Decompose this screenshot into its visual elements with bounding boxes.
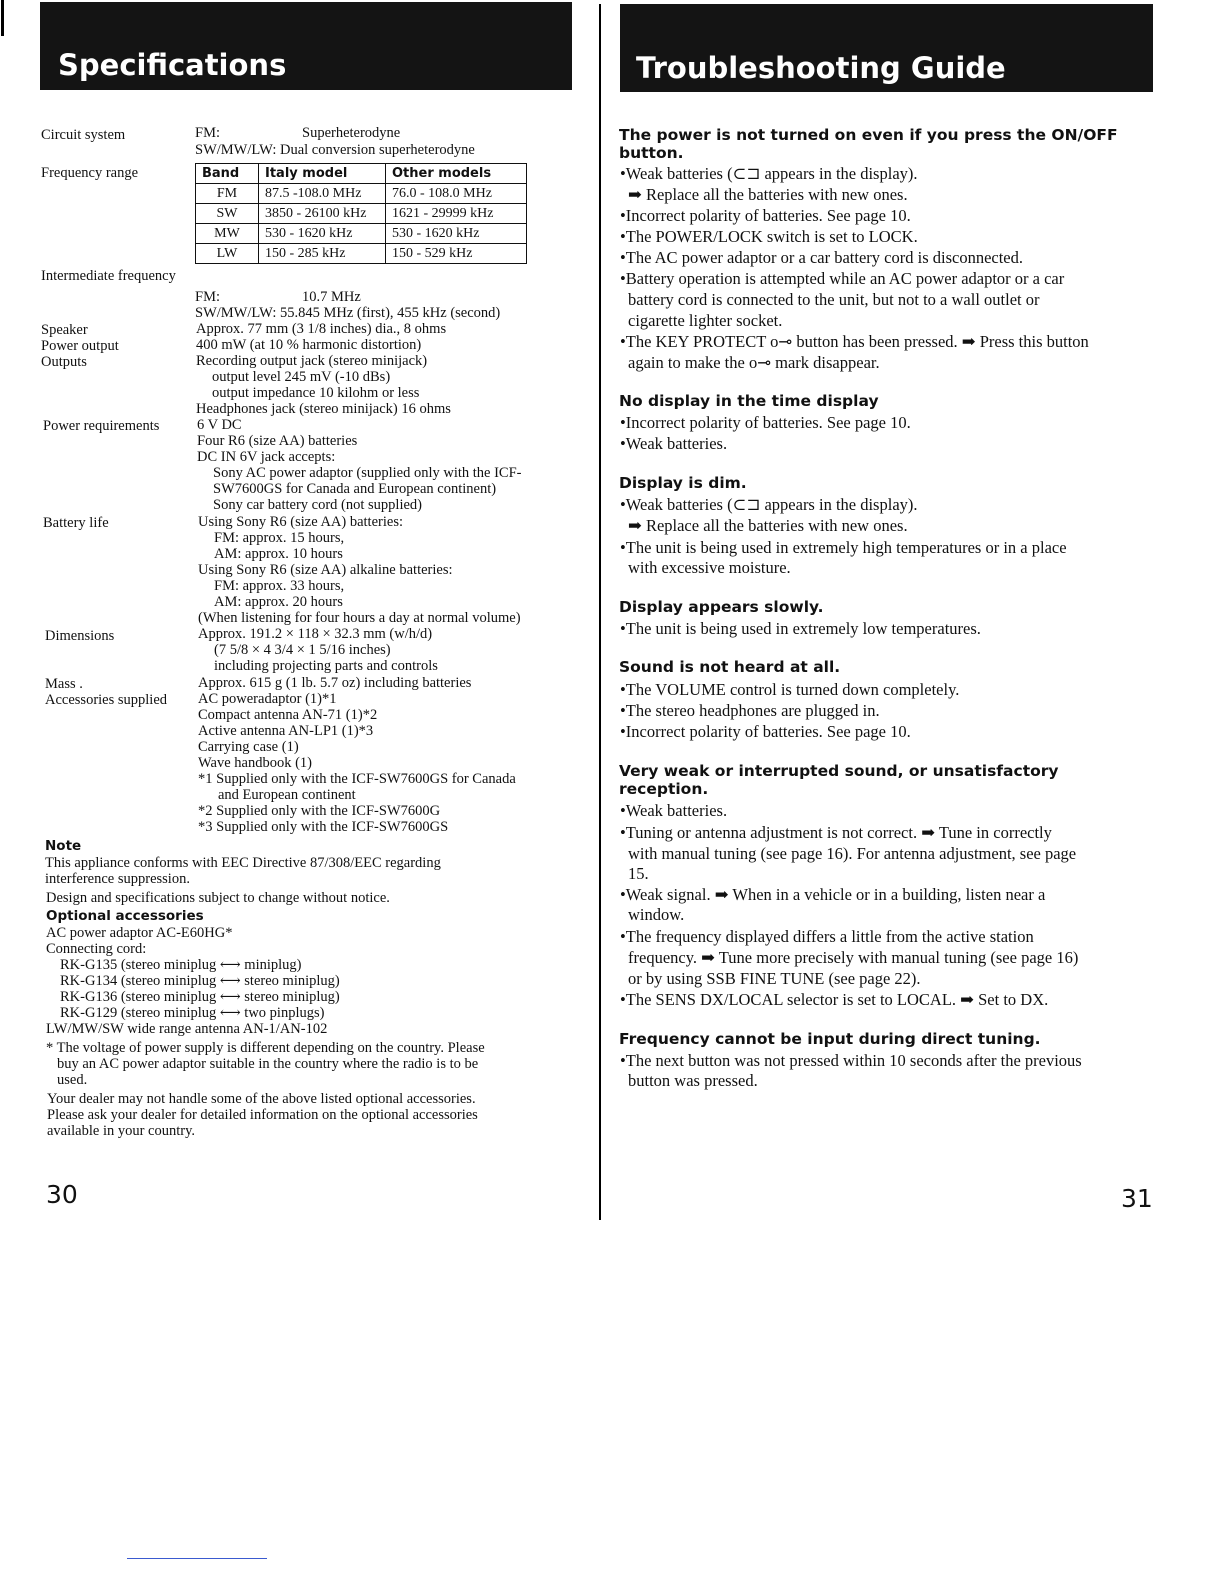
- speaker-label: Speaker: [41, 322, 88, 338]
- battery-life-line: FM: approx. 33 hours,: [214, 578, 345, 594]
- list-item: •The unit is being used in extremely high temperatures or in a place: [620, 538, 1067, 557]
- table-row: [196, 204, 527, 224]
- table-cell: 150 - 285 kHz: [259, 244, 386, 264]
- list-item: •The next button was not pressed within 10 seconds after the previous: [620, 1051, 1082, 1070]
- list-item: ➡ Replace all the batteries with new ones.: [628, 516, 908, 535]
- power-req-line: SW7600GS for Canada and European continent): [213, 481, 497, 497]
- outputs-line: output impedance 10 kilohm or less: [212, 385, 420, 401]
- optional-footnote: used.: [57, 1072, 88, 1088]
- circuit-sw-line: SW/MW/LW: Dual conversion superheterodyne: [195, 142, 475, 158]
- note-text: This appliance conforms with EEC Directive 87/308/EEC regarding: [45, 855, 441, 871]
- list-item: •The VOLUME control is turned down completely.: [620, 680, 960, 699]
- list-item: •Tuning or antenna adjustment is not correct. ➡ Tune in correctly: [620, 823, 1052, 842]
- power-output-value: 400 mW (at 10 % harmonic distortion): [196, 337, 422, 353]
- power-req-line: DC IN 6V jack accepts:: [197, 449, 336, 465]
- table-cell: LW: [196, 244, 259, 264]
- list-item: •Incorrect polarity of batteries. See page 10.: [620, 206, 911, 225]
- table-cell: 3850 - 26100 kHz: [259, 204, 386, 224]
- outputs-line: Headphones jack (stereo minijack) 16 ohms: [196, 401, 451, 417]
- mass-value: Approx. 615 g (1 lb. 5.7 oz) including batteries: [198, 675, 472, 691]
- power-req-line: Sony car battery cord (not supplied): [213, 497, 422, 513]
- optional-line: Connecting cord:: [46, 941, 147, 957]
- mass-label: Mass .: [45, 676, 83, 692]
- list-item: •Incorrect polarity of batteries. See page 10.: [620, 722, 911, 741]
- accessory-footnote: and European continent: [218, 787, 356, 803]
- table-cell: 530 - 1620 kHz: [259, 224, 386, 244]
- dealer-note: Please ask your dealer for detailed information on the optional accessories: [47, 1107, 478, 1123]
- list-item: with manual tuning (see page 16). For antenna adjustment, see page: [628, 844, 1077, 863]
- circuit-fm-value: Superheterodyne: [302, 125, 401, 141]
- optional-line: RK-G129 (stereo miniplug ⟷ two pinplugs): [60, 1005, 325, 1021]
- list-item: •Weak signal. ➡ When in a vehicle or in a building, listen near a: [620, 885, 1046, 904]
- table-cell: 76.0 - 108.0 MHz: [386, 184, 527, 204]
- power-req-line: 6 V DC: [197, 417, 242, 433]
- battery-life-line: (When listening for four hours a day at normal volume): [198, 610, 521, 626]
- dealer-note: Your dealer may not handle some of the above listed optional accessories.: [47, 1091, 476, 1107]
- optional-accessories-heading: Optional accessories: [46, 908, 204, 924]
- list-item: cigarette lighter socket.: [628, 311, 783, 330]
- list-item: window.: [628, 905, 685, 924]
- specifications-title: Specifications: [40, 2, 572, 90]
- left-edge-mark: [1, 0, 4, 36]
- list-item: •The frequency displayed differs a little from the active station: [620, 927, 1034, 946]
- accessory-footnote: *1 Supplied only with the ICF-SW7600GS for Canada: [198, 771, 516, 787]
- accessory-line: Compact antenna AN-71 (1)*2: [198, 707, 378, 723]
- optional-line: RK-G136 (stereo miniplug ⟷ stereo miniplug): [60, 989, 340, 1005]
- accessory-footnote: *3 Supplied only with the ICF-SW7600GS: [198, 819, 449, 835]
- circuit-system-label: Circuit system: [41, 127, 126, 143]
- list-item: button was pressed.: [628, 1071, 758, 1090]
- table-cell: FM: [196, 184, 259, 204]
- list-item: •The AC power adaptor or a car battery cord is disconnected.: [620, 248, 1024, 267]
- power-req-line: Four R6 (size AA) batteries: [197, 433, 358, 449]
- section-heading: The power is not turned on even if you press the ON/OFF: [619, 126, 1118, 144]
- list-item: ➡ Replace all the batteries with new ones.: [628, 185, 908, 204]
- table-header-row: [196, 164, 527, 184]
- list-item: •Weak batteries (⊂⊐ appears in the display).: [620, 495, 918, 514]
- if-fm-value: 10.7 MHz: [302, 289, 361, 305]
- dimensions-line: (7 5/8 × 4 3/4 × 1 5/16 inches): [214, 642, 391, 658]
- list-item: •Weak batteries.: [620, 801, 728, 820]
- list-item: 15.: [628, 864, 649, 883]
- power-requirements-label: Power requirements: [43, 418, 160, 434]
- frequency-range-label: Frequency range: [41, 165, 139, 181]
- list-item: or by using SSB FINE TUNE (see page 22).: [628, 969, 921, 988]
- circuit-fm-key: FM:: [195, 125, 220, 141]
- table-row: [196, 224, 527, 244]
- battery-life-line: FM: approx. 15 hours,: [214, 530, 345, 546]
- if-sw-line: SW/MW/LW: 55.845 MHz (first), 455 kHz (second): [195, 305, 501, 321]
- battery-life-line: Using Sony R6 (size AA) alkaline batteries:: [198, 562, 453, 578]
- dimensions-line: Approx. 191.2 × 118 × 32.3 mm (w/h/d): [198, 626, 433, 642]
- section-heading: Frequency cannot be input during direct tuning.: [619, 1030, 1041, 1048]
- list-item: battery cord is connected to the unit, but not to a wall outlet or: [628, 290, 1040, 309]
- accessory-footnote: *2 Supplied only with the ICF-SW7600G: [198, 803, 441, 819]
- optional-footnote: buy an AC power adaptor suitable in the country where the radio is to be: [57, 1056, 479, 1072]
- table-row: [196, 244, 527, 264]
- center-divider: [599, 4, 601, 1220]
- accessory-line: Wave handbook (1): [198, 755, 312, 771]
- col-header-other: Other models: [386, 164, 527, 184]
- table-cell: 87.5 -108.0 MHz: [259, 184, 386, 204]
- bottom-underline: [127, 1558, 267, 1559]
- optional-line: RK-G135 (stereo miniplug ⟷ miniplug): [60, 957, 302, 973]
- optional-footnote: * The voltage of power supply is different depending on the country. Please: [46, 1040, 485, 1056]
- list-item: •Battery operation is attempted while an AC power adaptor or a car: [620, 269, 1065, 288]
- col-header-italy: Italy model: [259, 164, 386, 184]
- list-item: again to make the o⊸ mark disappear.: [628, 353, 880, 372]
- battery-life-label: Battery life: [43, 515, 109, 531]
- dealer-note: available in your country.: [47, 1123, 196, 1139]
- section-heading: reception.: [619, 780, 709, 798]
- section-heading: button.: [619, 144, 684, 162]
- accessory-line: AC poweradaptor (1)*1: [198, 691, 337, 707]
- outputs-label: Outputs: [41, 354, 87, 370]
- intermediate-frequency-label: Intermediate frequency: [41, 268, 176, 284]
- dimensions-line: including projecting parts and controls: [214, 658, 438, 674]
- outputs-line: output level 245 mV (-10 dBs): [212, 369, 391, 385]
- page-number-right: 31: [1121, 1184, 1153, 1213]
- list-item: •The stereo headphones are plugged in.: [620, 701, 880, 720]
- accessories-label: Accessories supplied: [45, 692, 168, 708]
- table-cell: MW: [196, 224, 259, 244]
- note-heading: Note: [45, 838, 82, 854]
- section-heading: Display appears slowly.: [619, 598, 824, 616]
- table-cell: 1621 - 29999 kHz: [386, 204, 527, 224]
- battery-life-line: AM: approx. 10 hours: [214, 546, 343, 562]
- page-number-left: 30: [46, 1180, 78, 1209]
- dimensions-label: Dimensions: [45, 628, 115, 644]
- table-cell: SW: [196, 204, 259, 224]
- battery-life-line: Using Sony R6 (size AA) batteries:: [198, 514, 403, 530]
- list-item: •Incorrect polarity of batteries. See page 10.: [620, 413, 911, 432]
- troubleshooting-title: Troubleshooting Guide: [620, 4, 1153, 92]
- section-heading: No display in the time display: [619, 392, 879, 410]
- list-item: frequency. ➡ Tune more precisely with manual tuning (see page 16): [628, 948, 1079, 967]
- speaker-value: Approx. 77 mm (3 1/8 inches) dia., 8 ohms: [196, 321, 447, 337]
- optional-line: RK-G134 (stereo miniplug ⟷ stereo miniplug): [60, 973, 340, 989]
- section-heading: Very weak or interrupted sound, or unsatisfactory: [619, 762, 1059, 780]
- battery-life-line: AM: approx. 20 hours: [214, 594, 343, 610]
- col-header-band: Band: [196, 164, 259, 184]
- outputs-line: Recording output jack (stereo minijack): [196, 353, 428, 369]
- list-item: •The SENS DX/LOCAL selector is set to LOCAL. ➡ Set to DX.: [620, 990, 1049, 1009]
- power-output-label: Power output: [41, 338, 119, 354]
- list-item: with excessive moisture.: [628, 558, 791, 577]
- list-item: •The POWER/LOCK switch is set to LOCK.: [620, 227, 918, 246]
- if-fm-key: FM:: [195, 289, 220, 305]
- design-note: Design and specifications subject to change without notice.: [46, 890, 390, 906]
- accessory-line: Active antenna AN-LP1 (1)*3: [198, 723, 374, 739]
- section-heading: Display is dim.: [619, 474, 747, 492]
- optional-line: AC power adaptor AC-E60HG*: [46, 925, 233, 941]
- list-item: •Weak batteries (⊂⊐ appears in the display).: [620, 164, 918, 183]
- list-item: •The unit is being used in extremely low temperatures.: [620, 619, 981, 638]
- frequency-table: [195, 163, 527, 264]
- table-cell: 530 - 1620 kHz: [386, 224, 527, 244]
- list-item: •Weak batteries.: [620, 434, 728, 453]
- table-row: [196, 184, 527, 204]
- section-heading: Sound is not heard at all.: [619, 658, 841, 676]
- note-text: interference suppression.: [45, 871, 190, 887]
- table-cell: 150 - 529 kHz: [386, 244, 527, 264]
- power-req-line: Sony AC power adaptor (supplied only with the ICF-: [213, 465, 522, 481]
- optional-line: LW/MW/SW wide range antenna AN-1/AN-102: [46, 1021, 328, 1037]
- list-item: •The KEY PROTECT o⊸ button has been pressed. ➡ Press this button: [620, 332, 1089, 351]
- accessory-line: Carrying case (1): [198, 739, 299, 755]
